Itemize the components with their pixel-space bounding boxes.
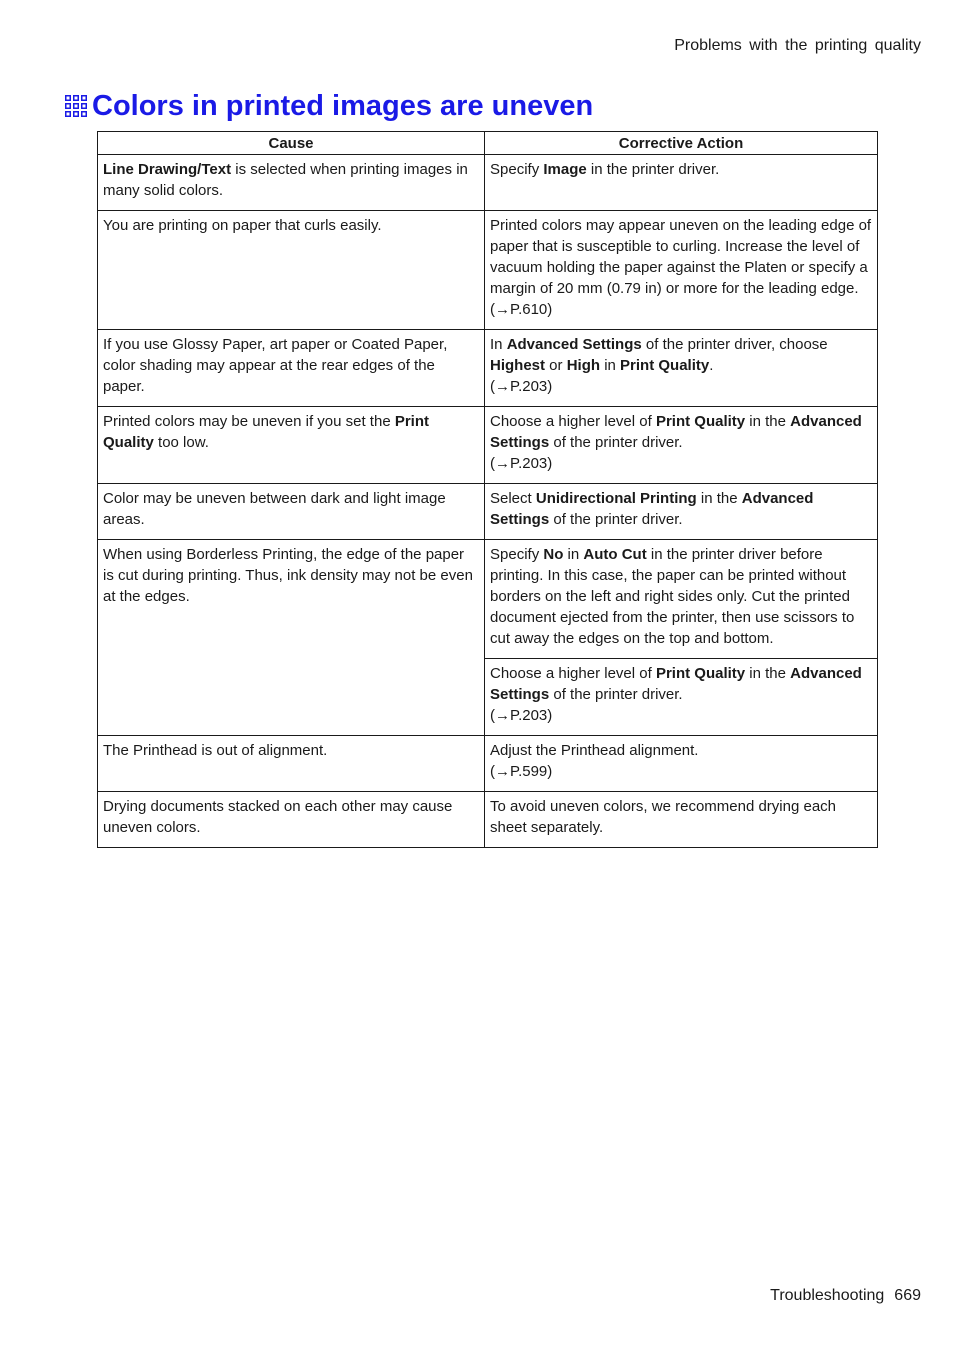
bold-term: Advanced Settings xyxy=(506,336,642,353)
column-header-corrective-action: Corrective Action xyxy=(485,132,878,155)
bold-term: Line Drawing/Text xyxy=(103,161,232,178)
corrective-action-cell: In Advanced Settings of the printer driver, choose Highest or High in Print Quality. (→P.203) xyxy=(485,330,878,407)
footer-section-label: Troubleshooting xyxy=(770,1287,885,1304)
cause-cell: Printed colors may be uneven if you set the Print Quality too low. xyxy=(98,407,485,484)
corrective-action-cell: Specify No in Auto Cut in the printer driver before printing. In this case, the paper can be printed without borders on the left and right sides only. Cut the printed document ejected from the printer, then use scissors to cut away the edges on the top and bottom. xyxy=(485,540,878,659)
table-row xyxy=(98,407,878,484)
table-row xyxy=(98,155,878,211)
table-row xyxy=(98,211,878,330)
bold-term: Advanced Settings xyxy=(490,665,862,703)
corrective-action-cell: Adjust the Printhead alignment. (→P.599) xyxy=(485,736,878,792)
cause-cell: You are printing on paper that curls easily. xyxy=(98,211,485,330)
page-footer xyxy=(770,1287,921,1305)
corrective-action-cell: Choose a higher level of Print Quality in the Advanced Settings of the printer driver. (→P.203) xyxy=(485,407,878,484)
bold-term: Print Quality xyxy=(655,665,746,682)
bold-term: Highest xyxy=(490,357,546,374)
column-header-cause: Cause xyxy=(98,132,485,155)
bold-term: High xyxy=(566,357,601,374)
page-title: Colors in printed images are uneven xyxy=(92,90,594,122)
table-body xyxy=(98,155,878,848)
corrective-action-cell: To avoid uneven colors, we recommend drying each sheet separately. xyxy=(485,792,878,848)
running-header: Problems with the printing quality xyxy=(674,37,921,54)
cause-cell: The Printhead is out of alignment. xyxy=(98,736,485,792)
cause-cell: Color may be uneven between dark and light image areas. xyxy=(98,484,485,540)
table-row xyxy=(98,736,878,792)
table-row xyxy=(98,540,878,659)
table-row xyxy=(98,484,878,540)
table-header-row xyxy=(98,132,878,155)
corrective-action-cell: Specify Image in the printer driver. xyxy=(485,155,878,211)
cause-cell: When using Borderless Printing, the edge of the paper is cut during printing. Thus, ink density may not be even at the edges. xyxy=(98,540,485,736)
bold-term: Print Quality xyxy=(620,357,710,374)
troubleshooting-table xyxy=(97,131,878,848)
cause-cell: Line Drawing/Text is selected when printing images in many solid colors. xyxy=(98,155,485,211)
page-number: 669 xyxy=(894,1287,921,1304)
corrective-action-cell: Choose a higher level of Print Quality in the Advanced Settings of the printer driver. (→P.203) xyxy=(485,659,878,736)
corrective-action-cell: Select Unidirectional Printing in the Advanced Settings of the printer driver. xyxy=(485,484,878,540)
bold-term: Print Quality xyxy=(655,413,746,430)
bold-term: No xyxy=(543,546,564,563)
bold-term: Unidirectional Printing xyxy=(535,490,697,507)
bold-term: Advanced Settings xyxy=(490,413,862,451)
grid-icon xyxy=(64,94,88,118)
cause-cell: Drying documents stacked on each other may cause uneven colors. xyxy=(98,792,485,848)
cause-cell: If you use Glossy Paper, art paper or Coated Paper, color shading may appear at the rear edges of the paper. xyxy=(98,330,485,407)
section-heading xyxy=(64,88,593,124)
table-row xyxy=(98,792,878,848)
table-row xyxy=(98,330,878,407)
corrective-action-cell: Printed colors may appear uneven on the leading edge of paper that is susceptible to curling. Increase the level of vacuum holding the paper against the Platen or specify a margin of 20 mm (0.79 in) or more for the leading edge. (→P.610) xyxy=(485,211,878,330)
bold-term: Advanced Settings xyxy=(490,490,814,528)
bold-term: Image xyxy=(543,161,587,178)
bold-term: Print Quality xyxy=(103,413,429,451)
bold-term: Auto Cut xyxy=(583,546,647,563)
